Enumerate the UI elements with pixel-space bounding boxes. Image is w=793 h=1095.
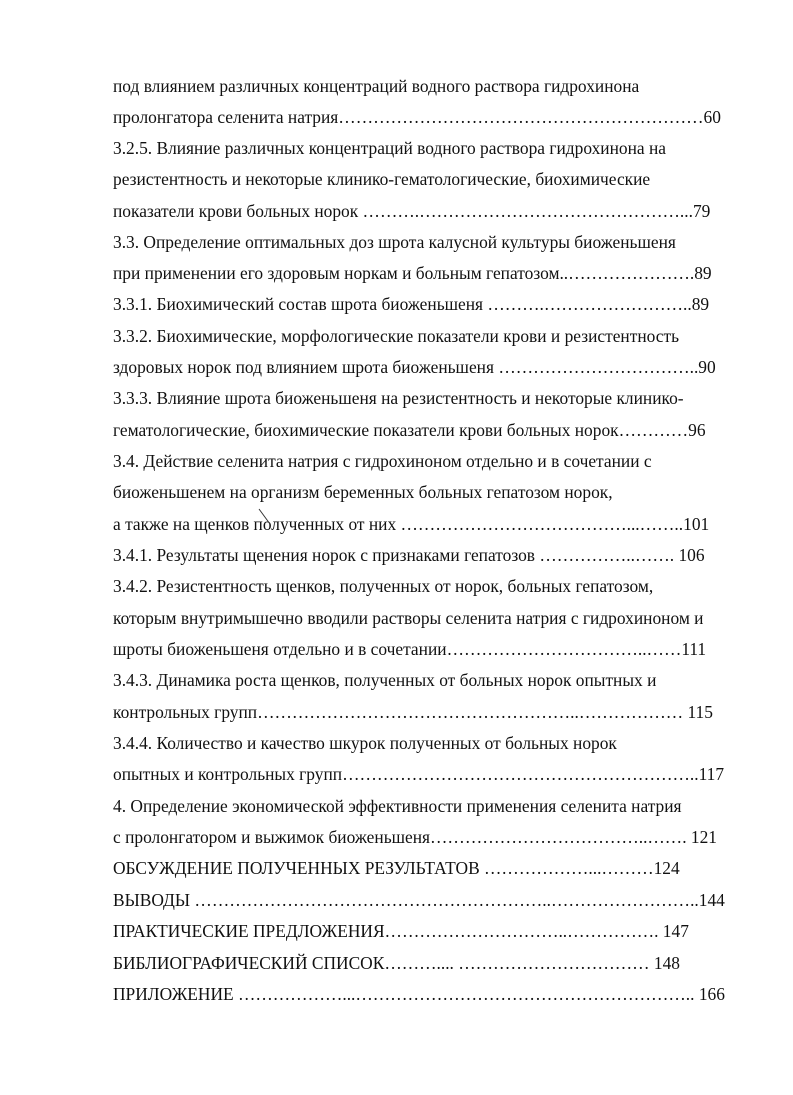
toc-line: здоровых норок под влиянием шрота биоженьшеня ……………………………..90 <box>113 357 716 377</box>
toc-line: которым внутримышечно вводили растворы селенита натрия с гидрохиноном и <box>113 608 704 628</box>
toc-line: 3.4.1. Результаты щенения норок с признаками гепатозов ……………..……. 106 <box>113 545 705 565</box>
toc-line: шроты биоженьшеня отдельно и в сочетании……………………………..……111 <box>113 639 707 659</box>
toc-line: 3.4.3. Динамика роста щенков, полученных от больных норок опытных и <box>113 670 657 690</box>
toc-line: 3.3.1. Биохимический состав шрота биоженьшеня ……….……………………..89 <box>113 294 710 314</box>
toc-line: резистентность и некоторые клинико-гематологические, биохимические <box>113 169 651 189</box>
toc-line: 3.3.3. Влияние шрота биоженьшеня на резистентность и некоторые клинико- <box>113 388 684 408</box>
toc-line: 3.3.2. Биохимические, морфологические показатели крови и резистентность <box>113 326 680 346</box>
toc-line: гематологические, биохимические показатели крови больных норок…………96 <box>113 420 706 440</box>
pen-stroke-mark <box>258 508 272 526</box>
toc-line: а также на щенков полученных от них …………………………………...……..101 <box>113 514 710 534</box>
toc-line: показатели крови больных норок ……….………………………………………...79 <box>113 201 711 221</box>
toc-line: ПРАКТИЧЕСКИЕ ПРЕДЛОЖЕНИЯ…………………………..……………. 147 <box>113 921 689 941</box>
toc-line: 4. Определение экономической эффективности применения селенита натрия <box>113 796 682 816</box>
toc-line: под влиянием различных концентраций водного раствора гидрохинона <box>113 76 640 96</box>
toc-line: ОБСУЖДЕНИЕ ПОЛУЧЕННЫХ РЕЗУЛЬТАТОВ ………………...………124 <box>113 858 680 878</box>
toc-line: с пролонгатором и выжимок биоженьшеня………………………………..……. 121 <box>113 827 717 847</box>
toc-line: 3.4.2. Резистентность щенков, полученных от норок, больных гепатозом, <box>113 576 654 596</box>
toc-line: опытных и контрольных групп……………………………………………………..117 <box>113 764 725 784</box>
toc-line: 3.2.5. Влияние различных концентраций водного раствора гидрохинона на <box>113 138 666 158</box>
toc-line: пролонгатора селенита натрия………………………………………………………60 <box>113 107 721 127</box>
toc-line: контрольных групп………………………………………………..……………… 115 <box>113 702 713 722</box>
toc-line: 3.3. Определение оптимальных доз шрота калусной культуры биоженьшеня <box>113 232 676 252</box>
toc-line: ПРИЛОЖЕНИЕ ………………...………………………………………………….. 166 <box>113 984 725 1004</box>
toc-line: 3.4.4. Количество и качество шкурок полученных от больных норок <box>113 733 617 753</box>
toc-line: БИБЛИОГРАФИЧЕСКИЙ СПИСОК……….... …………………………… 148 <box>113 953 680 973</box>
toc-line: ВЫВОДЫ ……………………………………………………..……………………..144 <box>113 890 725 910</box>
toc-line: при применении его здоровым норкам и больным гепатозом..………………….89 <box>113 263 712 283</box>
toc-line: биоженьшенем на организм беременных больных гепатозом норок, <box>113 482 613 502</box>
toc-line: 3.4. Действие селенита натрия с гидрохиноном отдельно и в сочетании с <box>113 451 652 471</box>
